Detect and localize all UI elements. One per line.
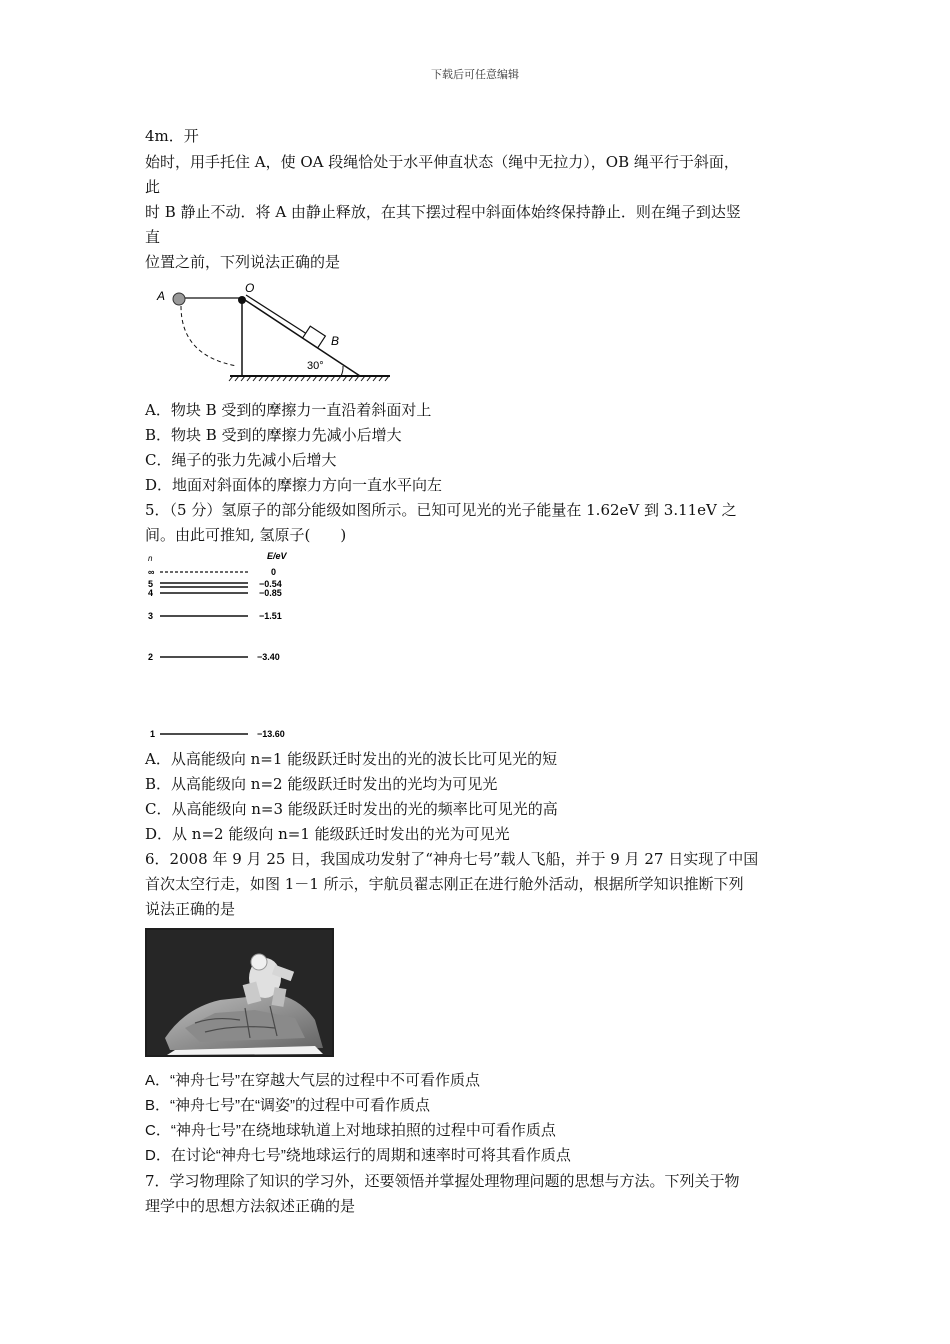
q6-option-b: B．“神舟七号”在“调姿”的过程中可看作质点 xyxy=(145,1097,430,1114)
q5-option-c: C．从高能级向 n=3 能级跃迁时发出的光的频率比可见光的高 xyxy=(145,800,558,818)
n-header: n xyxy=(148,554,153,563)
q4-text-line: 始时，用手托住 A，使 OA 段绳恰处于水平伸直状态（绳中无拉力），OB 绳平行于斜面， xyxy=(145,153,739,171)
q4-text-line: 此 xyxy=(145,178,161,196)
q5-text-line: 5．（5 分）氢原子的部分能级如图所示。已知可见光的光子能量在 1.62eV 到 3.11eV 之 xyxy=(145,501,737,519)
q5-text-line: 间。由此可推知, 氢原子( ) xyxy=(145,526,347,544)
q6-option-d: D．在讨论“神舟七号”绕地球运行的周期和速率时可将其看作质点 xyxy=(145,1147,571,1164)
label-o: O xyxy=(245,281,255,295)
q7-text-line: 理学中的思想方法叙述正确的是 xyxy=(145,1197,356,1215)
level-n-label: 2 xyxy=(148,652,154,662)
level-n-label: 4 xyxy=(148,588,154,598)
energy-level-diagram xyxy=(145,548,315,743)
q6-text-line: 说法正确的是 xyxy=(145,900,236,918)
q6-text-line: 首次太空行走，如图 1－1 所示，宇航员翟志刚正在进行舱外活动，根据所学知识推断下列 xyxy=(145,875,744,893)
q6-text-line: 6．2008 年 9 月 25 日，我国成功发射了“神舟七号”载人飞船，并于 9 月 27 日实现了中国 xyxy=(145,850,759,868)
q6-option-c: C．“神舟七号”在绕地球轨道上对地球拍照的过程中可看作质点 xyxy=(145,1122,556,1139)
level-n-label: 3 xyxy=(148,611,154,621)
page-header: 下载后可任意编辑 xyxy=(431,68,519,81)
q4-option-c: C．绳子的张力先减小后增大 xyxy=(145,451,337,469)
level-e-label: −13.60 xyxy=(257,729,285,739)
q5-option-a: A．从高能级向 n=1 能级跃迁时发出的光的波长比可见光的短 xyxy=(145,750,558,768)
level-n-label: ∞ xyxy=(148,567,155,577)
q4-text-line: 时 B 静止不动．将 A 由静止释放，在其下摆过程中斜面体始终保持静止．则在绳子到达竖 xyxy=(145,203,741,221)
level-e-label: −0.54 xyxy=(259,579,282,589)
level-e-label: −3.40 xyxy=(257,652,280,662)
level-e-label: −0.85 xyxy=(259,588,282,598)
q4-text-line: 4m．开 xyxy=(145,127,199,145)
q4-option-a: A．物块 B 受到的摩擦力一直沿着斜面对上 xyxy=(145,401,432,419)
label-b: B xyxy=(331,334,340,348)
q4-option-b: B．物块 B 受到的摩擦力先减小后增大 xyxy=(145,426,402,444)
level-n-label: 5 xyxy=(148,579,154,589)
e-header: E/eV xyxy=(267,551,287,561)
level-e-label: −1.51 xyxy=(259,611,282,621)
q4-option-d: D．地面对斜面体的摩擦力方向一直水平向左 xyxy=(145,476,443,494)
incline-pulley-figure xyxy=(145,278,405,388)
q7-text-line: 7．学习物理除了知识的学习外，还要领悟并掌握处理物理问题的思想与方法。下列关于物 xyxy=(145,1172,740,1190)
q4-text-line: 直 xyxy=(145,228,161,246)
q6-option-a: A．“神舟七号”在穿越大气层的过程中不可看作质点 xyxy=(145,1072,480,1089)
spacewalk-photo xyxy=(145,928,334,1057)
q4-text-line: 位置之前，下列说法正确的是 xyxy=(145,253,341,271)
level-n-label: 1 xyxy=(150,729,156,739)
level-e-label: 0 xyxy=(271,567,277,577)
q5-option-d: D．从 n=2 能级向 n=1 能级跃迁时发出的光为可见光 xyxy=(145,825,510,843)
q5-option-b: B．从高能级向 n=2 能级跃迁时发出的光均为可见光 xyxy=(145,775,498,793)
label-a: A xyxy=(157,289,166,303)
angle-label: 30° xyxy=(307,360,324,372)
